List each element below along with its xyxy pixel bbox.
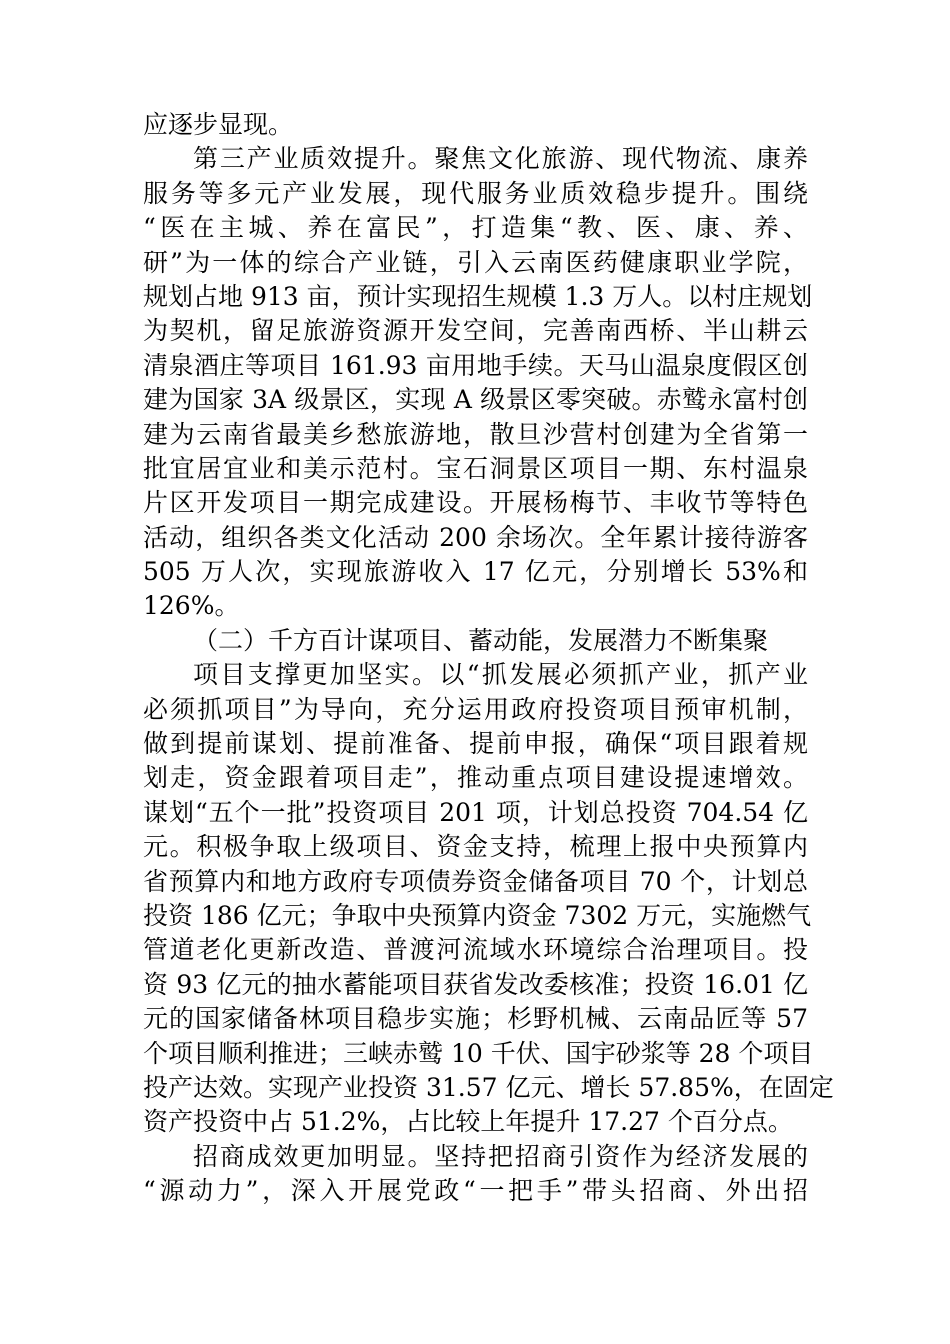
- text-line: 片区开发项目一期完成建设。开展杨梅节、丰收节等特色: [143, 488, 808, 518]
- text-line: 资 93 亿元的抽水蓄能项目获省发改委核准；投资 16.01 亿: [143, 969, 808, 999]
- text-line: 省预算内和地方政府专项债券资金储备项目 70 个，计划总: [143, 866, 808, 896]
- text-line: 管道老化更新改造、普渡河流域水环境综合治理项目。投: [143, 935, 808, 965]
- text-line: 招商成效更加明显。坚持把招商引资作为经济发展的: [193, 1141, 808, 1171]
- text-line: 活动，组织各类文化活动 200 余场次。全年累计接待游客: [143, 522, 808, 552]
- text-line: 资产投资中占 51.2%，占比较上年提升 17.27 个百分点。: [143, 1107, 793, 1137]
- text-line: 必须抓项目”为导向，充分运用政府投资项目预审机制，: [143, 694, 808, 724]
- text-line: “源动力”，深入开展党政“一把手”带头招商、外出招: [143, 1176, 808, 1206]
- text-line: 元的国家储备林项目稳步实施；杉野机械、云南品匠等 57: [143, 1004, 808, 1034]
- text-line: 划走，资金跟着项目走”，推动重点项目建设提速增效。: [143, 763, 808, 793]
- text-line: 规划占地 913 亩，预计实现招生规模 1.3 万人。以村庄规划: [143, 281, 813, 311]
- text-line: 研”为一体的综合产业链，引入云南医药健康职业学院，: [143, 247, 808, 277]
- text-line: 投资 186 亿元；争取中央预算内资金 7302 万元，实施燃气: [143, 900, 812, 930]
- text-line: 服务等多元产业发展，现代服务业质效稳步提升。围绕: [143, 178, 808, 208]
- text-line: 做到提前谋划、提前准备、提前申报，确保“项目跟着规: [143, 729, 808, 759]
- text-line: 126%。: [143, 591, 240, 621]
- text-line: 项目支撑更加坚实。以“抓发展必须抓产业，抓产业: [193, 660, 808, 690]
- text-line: 批宜居宜业和美示范村。宝石洞景区项目一期、东村温泉: [143, 453, 808, 483]
- body-text: [143, 108, 834, 1209]
- text-line: “医在主城、养在富民”，打造集“教、医、康、养、: [143, 213, 808, 243]
- text-line: 个项目顺利推进；三峡赤鹫 10 千伏、国宇砂浆等 28 个项目: [143, 1038, 814, 1068]
- text-line: 元。积极争取上级项目、资金支持，梳理上报中央预算内: [143, 832, 808, 862]
- text-line: 为契机，留足旅游资源开发空间，完善南西桥、半山耕云: [143, 316, 808, 346]
- text-line: 505 万人次，实现旅游收入 17 亿元，分别增长 53%和: [143, 557, 808, 587]
- text-line: 应逐步显现。: [143, 110, 294, 139]
- text-line: 清泉酒庄等项目 161.93 亩用地手续。天马山温泉度假区创: [143, 350, 808, 380]
- text-line: 第三产业质效提升。聚焦文化旅游、现代物流、康养: [193, 144, 808, 174]
- text-line: 投产达效。实现产业投资 31.57 亿元、增长 57.85%，在固定: [143, 1072, 834, 1102]
- section-heading: （二）千方百计谋项目、蓄动能，发展潜力不断集聚: [193, 625, 769, 655]
- text-line: 建为云南省最美乡愁旅游地，散旦沙营村创建为全省第一: [143, 419, 808, 449]
- text-line: 建为国家 3A 级景区，实现 A 级景区零突破。赤鹫永富村创: [143, 385, 808, 415]
- text-line: 谋划“五个一批”投资项目 201 项，计划总投资 704.54 亿: [143, 797, 808, 827]
